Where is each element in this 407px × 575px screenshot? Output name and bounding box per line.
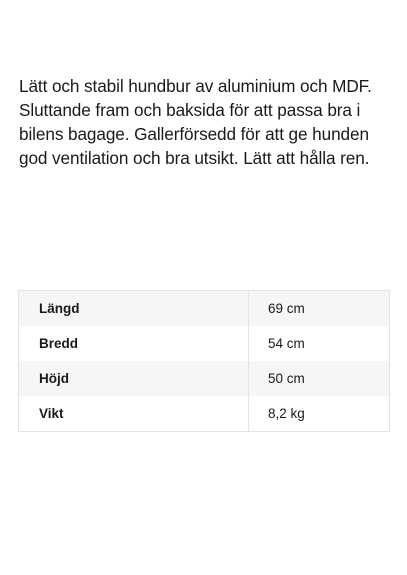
spec-value-height: 50 cm bbox=[249, 361, 390, 396]
spec-value-weight: 8,2 kg bbox=[249, 396, 390, 432]
spec-label-width: Bredd bbox=[19, 326, 249, 361]
table-row bbox=[19, 291, 390, 327]
spec-value-width: 54 cm bbox=[249, 326, 390, 361]
table-row bbox=[19, 326, 390, 361]
spec-label-weight: Vikt bbox=[19, 396, 249, 432]
spec-value-length: 69 cm bbox=[249, 291, 390, 327]
product-description: Lätt och stabil hundbur av aluminium och MDF. Sluttande fram och baksida för att passa bra i bilens bagage. Gallerförsedd för att ge hunden god ventilation och bra utsikt. Lätt att hålla ren. bbox=[19, 76, 372, 168]
spec-label-height: Höjd bbox=[19, 361, 249, 396]
table-row bbox=[19, 361, 390, 396]
spec-table bbox=[18, 290, 390, 432]
spec-label-length: Längd bbox=[19, 291, 249, 327]
table-row bbox=[19, 396, 390, 432]
